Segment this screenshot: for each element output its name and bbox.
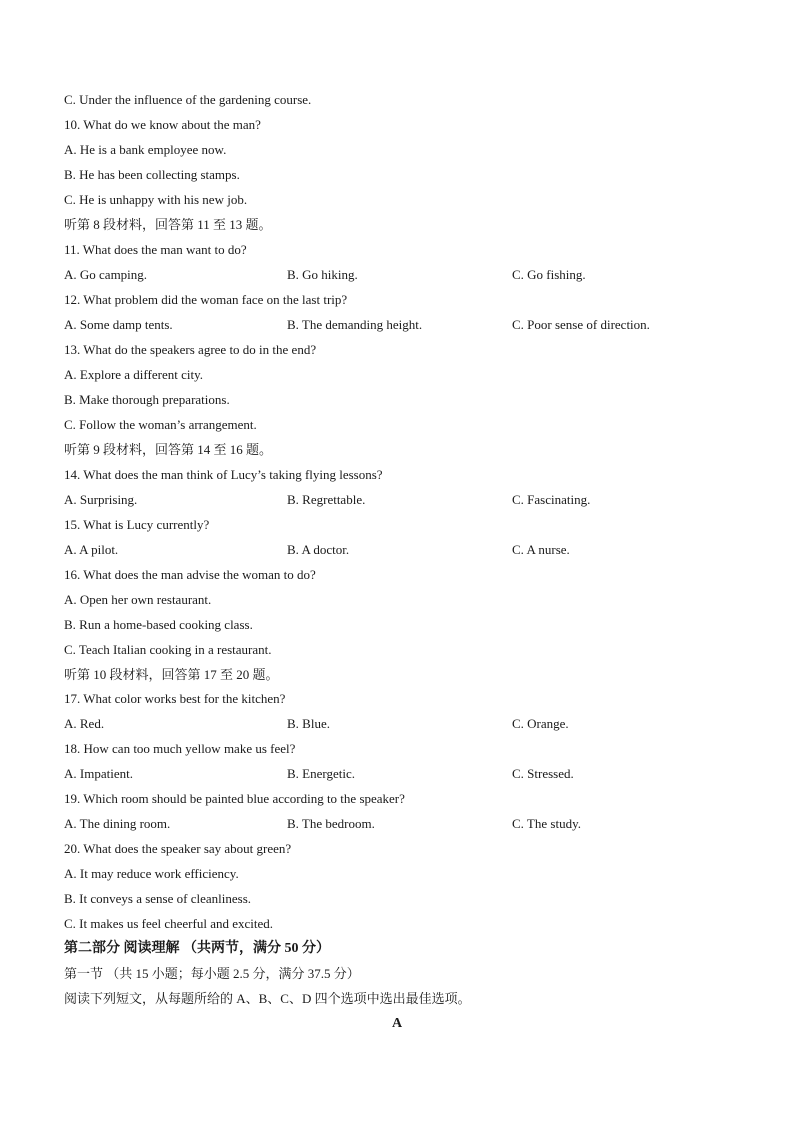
section-heading: 听第 10 段材料，回答第 17 至 20 题。 (64, 667, 279, 682)
option-line: B. Run a home-based cooking class. (64, 617, 253, 632)
passage-label: A (391, 1016, 403, 1031)
section-heading: 听第 8 段材料，回答第 11 至 13 题。 (64, 217, 272, 232)
option-b: B. Regrettable. (287, 492, 366, 507)
option-line: A. He is a bank employee now. (64, 142, 227, 157)
option-a: A. Some damp tents. (64, 317, 173, 332)
option-c: C. The study. (512, 816, 581, 831)
instructions: 阅读下列短文，从每题所给的 A、B、C、D 四个选项中选出最佳选项。 (64, 991, 471, 1006)
question-20: 20. What does the speaker say about green? (64, 841, 292, 856)
option-line: A. Explore a different city. (64, 367, 203, 382)
option-line: C. Under the influence of the gardening course. (64, 92, 312, 107)
option-line: C. Follow the woman’s arrangement. (64, 417, 257, 432)
question-15: 15. What is Lucy currently? (64, 517, 210, 532)
section-heading: 听第 9 段材料，回答第 14 至 16 题。 (64, 442, 273, 457)
question-16: 16. What does the man advise the woman to do? (64, 567, 316, 582)
option-c: C. Fascinating. (512, 492, 591, 507)
option-c: C. Stressed. (512, 766, 574, 781)
option-b: B. A doctor. (287, 542, 350, 557)
option-c: C. Orange. (512, 716, 569, 731)
question-12: 12. What problem did the woman face on the last trip? (64, 292, 348, 307)
option-c: C. Go fishing. (512, 267, 586, 282)
option-line: B. He has been collecting stamps. (64, 167, 240, 182)
option-a: A. Go camping. (64, 267, 148, 282)
option-a: A. A pilot. (64, 542, 119, 557)
question-10: 10. What do we know about the man? (64, 117, 261, 132)
option-line: C. Teach Italian cooking in a restaurant. (64, 642, 272, 657)
option-b: B. Go hiking. (287, 267, 358, 282)
question-18: 18. How can too much yellow make us feel? (64, 741, 296, 756)
option-b: B. The bedroom. (287, 816, 375, 831)
option-line: A. It may reduce work efficiency. (64, 866, 239, 881)
option-line: B. It conveys a sense of cleanliness. (64, 891, 252, 906)
option-line: B. Make thorough preparations. (64, 392, 230, 407)
option-b: B. The demanding height. (287, 317, 423, 332)
option-c: C. Poor sense of direction. (512, 317, 650, 332)
part-heading: 第二部分 阅读理解 （共两节，满分 50 分） (64, 941, 330, 956)
option-a: A. Red. (64, 716, 105, 731)
question-14: 14. What does the man think of Lucy’s taking flying lessons? (64, 467, 383, 482)
option-b: B. Energetic. (287, 766, 355, 781)
option-c: C. A nurse. (512, 542, 570, 557)
option-a: A. The dining room. (64, 816, 171, 831)
option-b: B. Blue. (287, 716, 330, 731)
question-19: 19. Which room should be painted blue according to the speaker? (64, 791, 405, 806)
question-13: 13. What do the speakers agree to do in the end? (64, 342, 317, 357)
question-11: 11. What does the man want to do? (64, 242, 247, 257)
option-line: C. He is unhappy with his new job. (64, 192, 248, 207)
option-line: A. Open her own restaurant. (64, 592, 212, 607)
option-a: A. Impatient. (64, 766, 133, 781)
section-subheading: 第一节 （共 15 小题；每小题 2.5 分，满分 37.5 分） (64, 966, 360, 981)
question-17: 17. What color works best for the kitchen? (64, 691, 286, 706)
option-a: A. Surprising. (64, 492, 138, 507)
option-line: C. It makes us feel cheerful and excited. (64, 916, 273, 931)
